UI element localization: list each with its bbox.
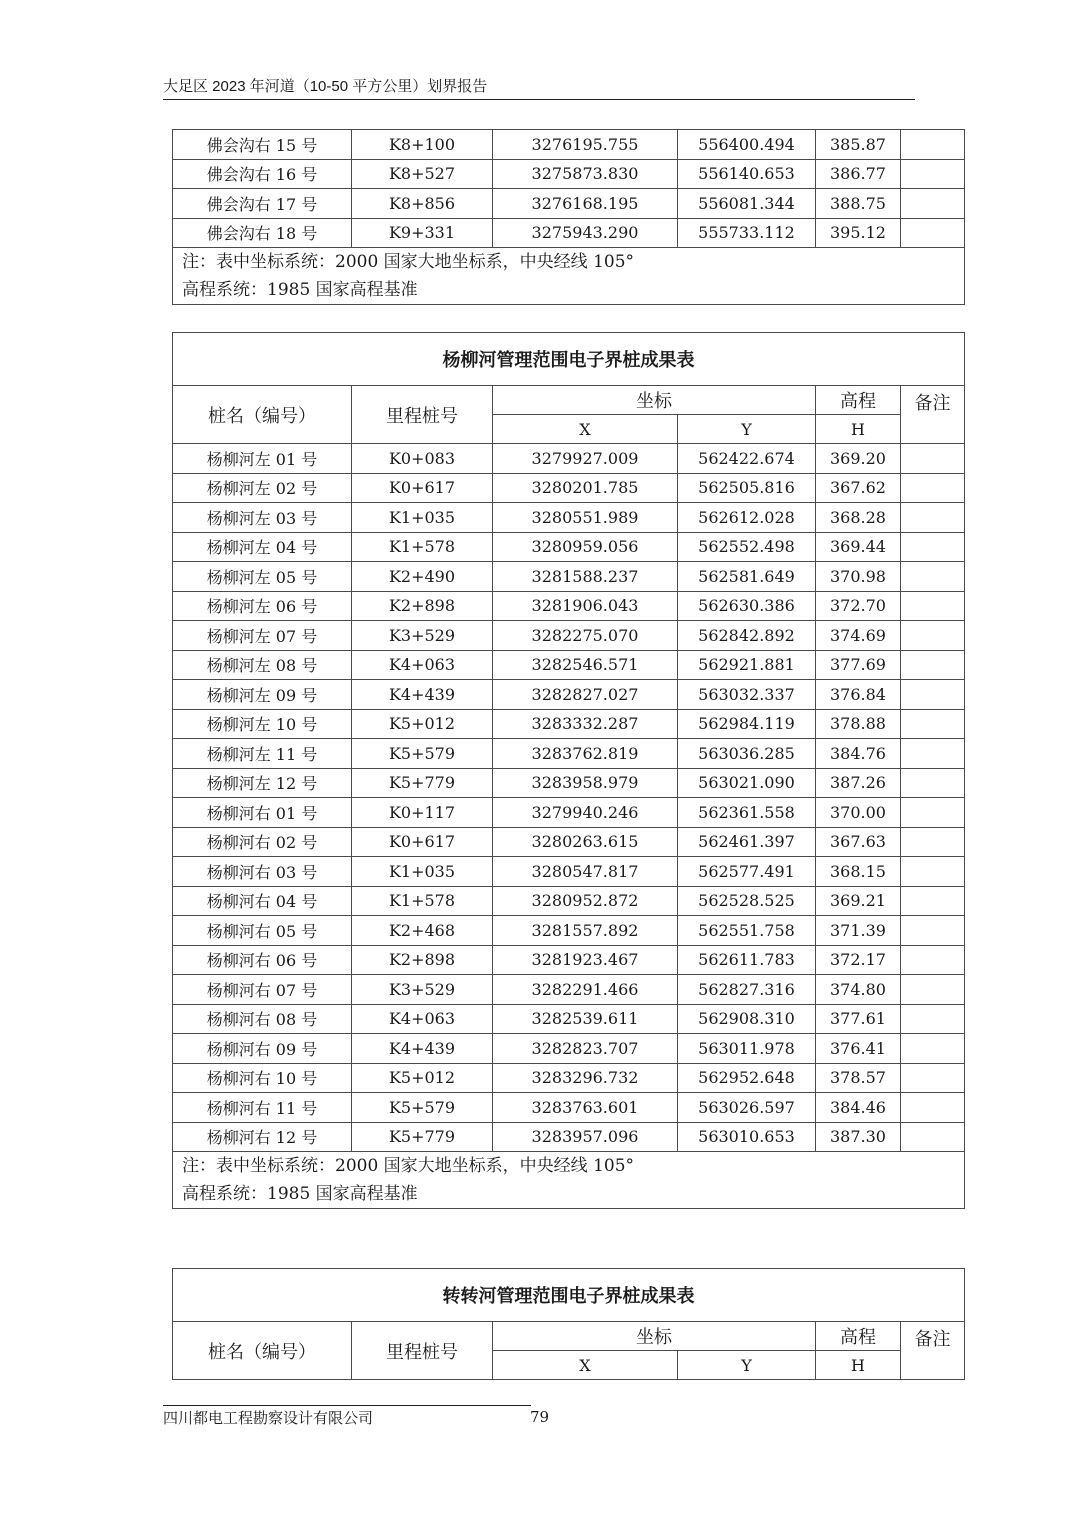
y-coordinate-cell: 563010.653: [678, 1122, 816, 1152]
table-row: [173, 473, 965, 503]
remark-cell: [901, 975, 965, 1005]
elevation-cell: 386.77: [816, 159, 901, 189]
x-coordinate-cell: 3283957.096: [493, 1122, 678, 1152]
x-coordinate-cell: 3283296.732: [493, 1063, 678, 1093]
pile-name-cell: 杨柳河左 11 号: [173, 739, 352, 769]
pile-name-cell: 杨柳河左 07 号: [173, 621, 352, 651]
column-header-x: X: [493, 415, 678, 444]
table-row: [173, 798, 965, 828]
y-coordinate-cell: 562842.892: [678, 621, 816, 651]
table-row: [173, 1034, 965, 1064]
x-coordinate-cell: 3275943.290: [493, 218, 678, 248]
remark-cell: [901, 768, 965, 798]
x-coordinate-cell: 3280263.615: [493, 827, 678, 857]
y-coordinate-cell: 562577.491: [678, 857, 816, 887]
table-row: [173, 591, 965, 621]
column-header-name: 桩名（编号）: [173, 386, 352, 444]
x-coordinate-cell: 3282291.466: [493, 975, 678, 1005]
column-header-remark: 备注: [901, 1322, 965, 1380]
table-row: [173, 1093, 965, 1123]
table-row: [173, 503, 965, 533]
pile-name-cell: 杨柳河右 04 号: [173, 886, 352, 916]
remark-cell: [901, 650, 965, 680]
yangliuhe-table: [172, 332, 965, 1209]
y-coordinate-cell: 563036.285: [678, 739, 816, 769]
table-row: [173, 130, 965, 160]
y-coordinate-cell: 562461.397: [678, 827, 816, 857]
x-coordinate-cell: 3282546.571: [493, 650, 678, 680]
pile-name-cell: 佛会沟右 15 号: [173, 130, 352, 160]
mileage-cell: K5+779: [352, 1122, 493, 1152]
x-coordinate-cell: 3281588.237: [493, 562, 678, 592]
remark-cell: [901, 503, 965, 533]
remark-cell: [901, 1093, 965, 1123]
remark-cell: [901, 218, 965, 248]
x-coordinate-cell: 3282827.027: [493, 680, 678, 710]
elevation-cell: 368.28: [816, 503, 901, 533]
zhuanzhuanhe-table: [172, 1268, 965, 1380]
mileage-cell: K9+331: [352, 218, 493, 248]
table-row: [173, 709, 965, 739]
mileage-cell: K0+117: [352, 798, 493, 828]
column-header-coordinates: 坐标: [493, 1322, 816, 1351]
mileage-cell: K2+898: [352, 591, 493, 621]
remark-cell: [901, 189, 965, 219]
x-coordinate-cell: 3282275.070: [493, 621, 678, 651]
elevation-cell: 376.84: [816, 680, 901, 710]
pile-name-cell: 杨柳河右 07 号: [173, 975, 352, 1005]
mileage-cell: K0+083: [352, 444, 493, 474]
table-row: [173, 857, 965, 887]
coordinate-system-note: 注：表中坐标系统：2000 国家大地坐标系，中央经线 105°: [182, 1156, 635, 1176]
pile-name-cell: 杨柳河左 09 号: [173, 680, 352, 710]
column-header-y: Y: [678, 1351, 816, 1380]
y-coordinate-cell: 563021.090: [678, 768, 816, 798]
elevation-cell: 387.26: [816, 768, 901, 798]
mileage-cell: K3+529: [352, 621, 493, 651]
pile-name-cell: 杨柳河右 08 号: [173, 1004, 352, 1034]
pile-name-cell: 佛会沟右 18 号: [173, 218, 352, 248]
table-row: [173, 650, 965, 680]
x-coordinate-cell: 3282823.707: [493, 1034, 678, 1064]
y-coordinate-cell: 562528.525: [678, 886, 816, 916]
column-header-h: H: [816, 415, 901, 444]
remark-cell: [901, 444, 965, 474]
column-header-name: 桩名（编号）: [173, 1322, 352, 1380]
pile-name-cell: 杨柳河左 06 号: [173, 591, 352, 621]
elevation-cell: 368.15: [816, 857, 901, 887]
pile-name-cell: 杨柳河右 09 号: [173, 1034, 352, 1064]
pile-name-cell: 佛会沟右 17 号: [173, 189, 352, 219]
x-coordinate-cell: 3282539.611: [493, 1004, 678, 1034]
table-row: [173, 739, 965, 769]
remark-cell: [901, 159, 965, 189]
table-row: [173, 621, 965, 651]
table-row: [173, 218, 965, 248]
mileage-cell: K5+779: [352, 768, 493, 798]
mileage-cell: K8+856: [352, 189, 493, 219]
remark-cell: [901, 1122, 965, 1152]
elevation-cell: 395.12: [816, 218, 901, 248]
y-coordinate-cell: 562612.028: [678, 503, 816, 533]
pile-name-cell: 杨柳河左 12 号: [173, 768, 352, 798]
elevation-cell: 377.69: [816, 650, 901, 680]
remark-cell: [901, 857, 965, 887]
elevation-cell: 370.00: [816, 798, 901, 828]
pile-name-cell: 杨柳河右 01 号: [173, 798, 352, 828]
mileage-cell: K2+898: [352, 945, 493, 975]
column-header-mileage: 里程桩号: [352, 386, 493, 444]
elevation-cell: 374.80: [816, 975, 901, 1005]
y-coordinate-cell: 562827.316: [678, 975, 816, 1005]
table-row: [173, 886, 965, 916]
elevation-cell: 372.17: [816, 945, 901, 975]
elevation-cell: 369.44: [816, 532, 901, 562]
table-note: [173, 248, 965, 305]
remark-cell: [901, 532, 965, 562]
table-row: [173, 1004, 965, 1034]
mileage-cell: K4+063: [352, 1004, 493, 1034]
x-coordinate-cell: 3281923.467: [493, 945, 678, 975]
elevation-cell: 369.21: [816, 886, 901, 916]
elevation-cell: 385.87: [816, 130, 901, 160]
mileage-cell: K4+063: [352, 650, 493, 680]
column-header-coordinates: 坐标: [493, 386, 816, 415]
y-coordinate-cell: 562422.674: [678, 444, 816, 474]
pile-name-cell: 杨柳河左 01 号: [173, 444, 352, 474]
page-header: 大足区 2023 年河道（10-50 平方公里）划界报告: [163, 77, 915, 100]
elevation-system-note: 高程系统：1985 国家高程基准: [182, 280, 418, 300]
fohuigou-table-continued: [172, 129, 965, 305]
x-coordinate-cell: 3283332.287: [493, 709, 678, 739]
remark-cell: [901, 798, 965, 828]
elevation-cell: 370.98: [816, 562, 901, 592]
table-row: [173, 768, 965, 798]
table-row: [173, 444, 965, 474]
remark-cell: [901, 886, 965, 916]
elevation-cell: 377.61: [816, 1004, 901, 1034]
pile-name-cell: 杨柳河右 12 号: [173, 1122, 352, 1152]
pile-name-cell: 杨柳河右 05 号: [173, 916, 352, 946]
column-header-mileage: 里程桩号: [352, 1322, 493, 1380]
table-row: [173, 189, 965, 219]
elevation-system-note: 高程系统：1985 国家高程基准: [182, 1184, 418, 1204]
x-coordinate-cell: 3281906.043: [493, 591, 678, 621]
x-coordinate-cell: 3279927.009: [493, 444, 678, 474]
page-number: 79: [530, 1408, 550, 1426]
remark-cell: [901, 591, 965, 621]
mileage-cell: K4+439: [352, 1034, 493, 1064]
x-coordinate-cell: 3280551.989: [493, 503, 678, 533]
y-coordinate-cell: 555733.112: [678, 218, 816, 248]
x-coordinate-cell: 3280201.785: [493, 473, 678, 503]
column-header-elevation: 高程: [816, 386, 901, 415]
remark-cell: [901, 709, 965, 739]
table-title: 转转河管理范围电子界桩成果表: [173, 1269, 965, 1322]
remark-cell: [901, 562, 965, 592]
column-header-elevation: 高程: [816, 1322, 901, 1351]
x-coordinate-cell: 3283762.819: [493, 739, 678, 769]
table-row: [173, 827, 965, 857]
table-note: [173, 1152, 965, 1209]
elevation-cell: 369.20: [816, 444, 901, 474]
y-coordinate-cell: 556400.494: [678, 130, 816, 160]
elevation-cell: 388.75: [816, 189, 901, 219]
coordinate-system-note: 注：表中坐标系统：2000 国家大地坐标系，中央经线 105°: [182, 252, 635, 272]
remark-cell: [901, 739, 965, 769]
x-coordinate-cell: 3281557.892: [493, 916, 678, 946]
y-coordinate-cell: 563032.337: [678, 680, 816, 710]
x-coordinate-cell: 3279940.246: [493, 798, 678, 828]
elevation-cell: 374.69: [816, 621, 901, 651]
x-coordinate-cell: 3280952.872: [493, 886, 678, 916]
table-row: [173, 975, 965, 1005]
page-footer: 四川都电工程勘察设计有限公司: [163, 1405, 531, 1430]
y-coordinate-cell: 562505.816: [678, 473, 816, 503]
y-coordinate-cell: 562552.498: [678, 532, 816, 562]
remark-cell: [901, 916, 965, 946]
mileage-cell: K5+579: [352, 1093, 493, 1123]
mileage-cell: K2+468: [352, 916, 493, 946]
mileage-cell: K1+035: [352, 857, 493, 887]
table-row: [173, 945, 965, 975]
remark-cell: [901, 680, 965, 710]
pile-name-cell: 佛会沟右 16 号: [173, 159, 352, 189]
table-title: 杨柳河管理范围电子界桩成果表: [173, 333, 965, 386]
pile-name-cell: 杨柳河左 03 号: [173, 503, 352, 533]
pile-name-cell: 杨柳河左 04 号: [173, 532, 352, 562]
y-coordinate-cell: 562551.758: [678, 916, 816, 946]
remark-cell: [901, 945, 965, 975]
y-coordinate-cell: 556081.344: [678, 189, 816, 219]
mileage-cell: K2+490: [352, 562, 493, 592]
pile-name-cell: 杨柳河右 10 号: [173, 1063, 352, 1093]
y-coordinate-cell: 556140.653: [678, 159, 816, 189]
mileage-cell: K0+617: [352, 827, 493, 857]
remark-cell: [901, 1004, 965, 1034]
elevation-cell: 371.39: [816, 916, 901, 946]
remark-cell: [901, 130, 965, 160]
table-row: [173, 916, 965, 946]
mileage-cell: K1+578: [352, 886, 493, 916]
mileage-cell: K3+529: [352, 975, 493, 1005]
y-coordinate-cell: 562908.310: [678, 1004, 816, 1034]
remark-cell: [901, 621, 965, 651]
y-coordinate-cell: 563011.978: [678, 1034, 816, 1064]
pile-name-cell: 杨柳河右 06 号: [173, 945, 352, 975]
mileage-cell: K4+439: [352, 680, 493, 710]
elevation-cell: 384.76: [816, 739, 901, 769]
mileage-cell: K5+579: [352, 739, 493, 769]
x-coordinate-cell: 3275873.830: [493, 159, 678, 189]
elevation-cell: 378.57: [816, 1063, 901, 1093]
x-coordinate-cell: 3280547.817: [493, 857, 678, 887]
pile-name-cell: 杨柳河左 05 号: [173, 562, 352, 592]
mileage-cell: K8+100: [352, 130, 493, 160]
table-row: [173, 562, 965, 592]
pile-name-cell: 杨柳河右 03 号: [173, 857, 352, 887]
pile-name-cell: 杨柳河左 02 号: [173, 473, 352, 503]
elevation-cell: 384.46: [816, 1093, 901, 1123]
mileage-cell: K5+012: [352, 1063, 493, 1093]
y-coordinate-cell: 562984.119: [678, 709, 816, 739]
mileage-cell: K1+035: [352, 503, 493, 533]
mileage-cell: K5+012: [352, 709, 493, 739]
mileage-cell: K8+527: [352, 159, 493, 189]
x-coordinate-cell: 3276195.755: [493, 130, 678, 160]
elevation-cell: 372.70: [816, 591, 901, 621]
elevation-cell: 378.88: [816, 709, 901, 739]
mileage-cell: K0+617: [352, 473, 493, 503]
elevation-cell: 367.62: [816, 473, 901, 503]
remark-cell: [901, 827, 965, 857]
x-coordinate-cell: 3276168.195: [493, 189, 678, 219]
pile-name-cell: 杨柳河右 11 号: [173, 1093, 352, 1123]
table-row: [173, 680, 965, 710]
mileage-cell: K1+578: [352, 532, 493, 562]
column-header-x: X: [493, 1351, 678, 1380]
table-row: [173, 159, 965, 189]
table-row: [173, 1122, 965, 1152]
y-coordinate-cell: 562630.386: [678, 591, 816, 621]
table-row: [173, 1063, 965, 1093]
elevation-cell: 387.30: [816, 1122, 901, 1152]
y-coordinate-cell: 563026.597: [678, 1093, 816, 1123]
column-header-h: H: [816, 1351, 901, 1380]
x-coordinate-cell: 3280959.056: [493, 532, 678, 562]
remark-cell: [901, 1063, 965, 1093]
elevation-cell: 376.41: [816, 1034, 901, 1064]
y-coordinate-cell: 562611.783: [678, 945, 816, 975]
table-row: [173, 532, 965, 562]
elevation-cell: 367.63: [816, 827, 901, 857]
y-coordinate-cell: 562921.881: [678, 650, 816, 680]
x-coordinate-cell: 3283958.979: [493, 768, 678, 798]
remark-cell: [901, 1034, 965, 1064]
y-coordinate-cell: 562952.648: [678, 1063, 816, 1093]
remark-cell: [901, 473, 965, 503]
y-coordinate-cell: 562361.558: [678, 798, 816, 828]
column-header-y: Y: [678, 415, 816, 444]
pile-name-cell: 杨柳河右 02 号: [173, 827, 352, 857]
pile-name-cell: 杨柳河左 08 号: [173, 650, 352, 680]
column-header-remark: 备注: [901, 386, 965, 444]
y-coordinate-cell: 562581.649: [678, 562, 816, 592]
x-coordinate-cell: 3283763.601: [493, 1093, 678, 1123]
pile-name-cell: 杨柳河左 10 号: [173, 709, 352, 739]
